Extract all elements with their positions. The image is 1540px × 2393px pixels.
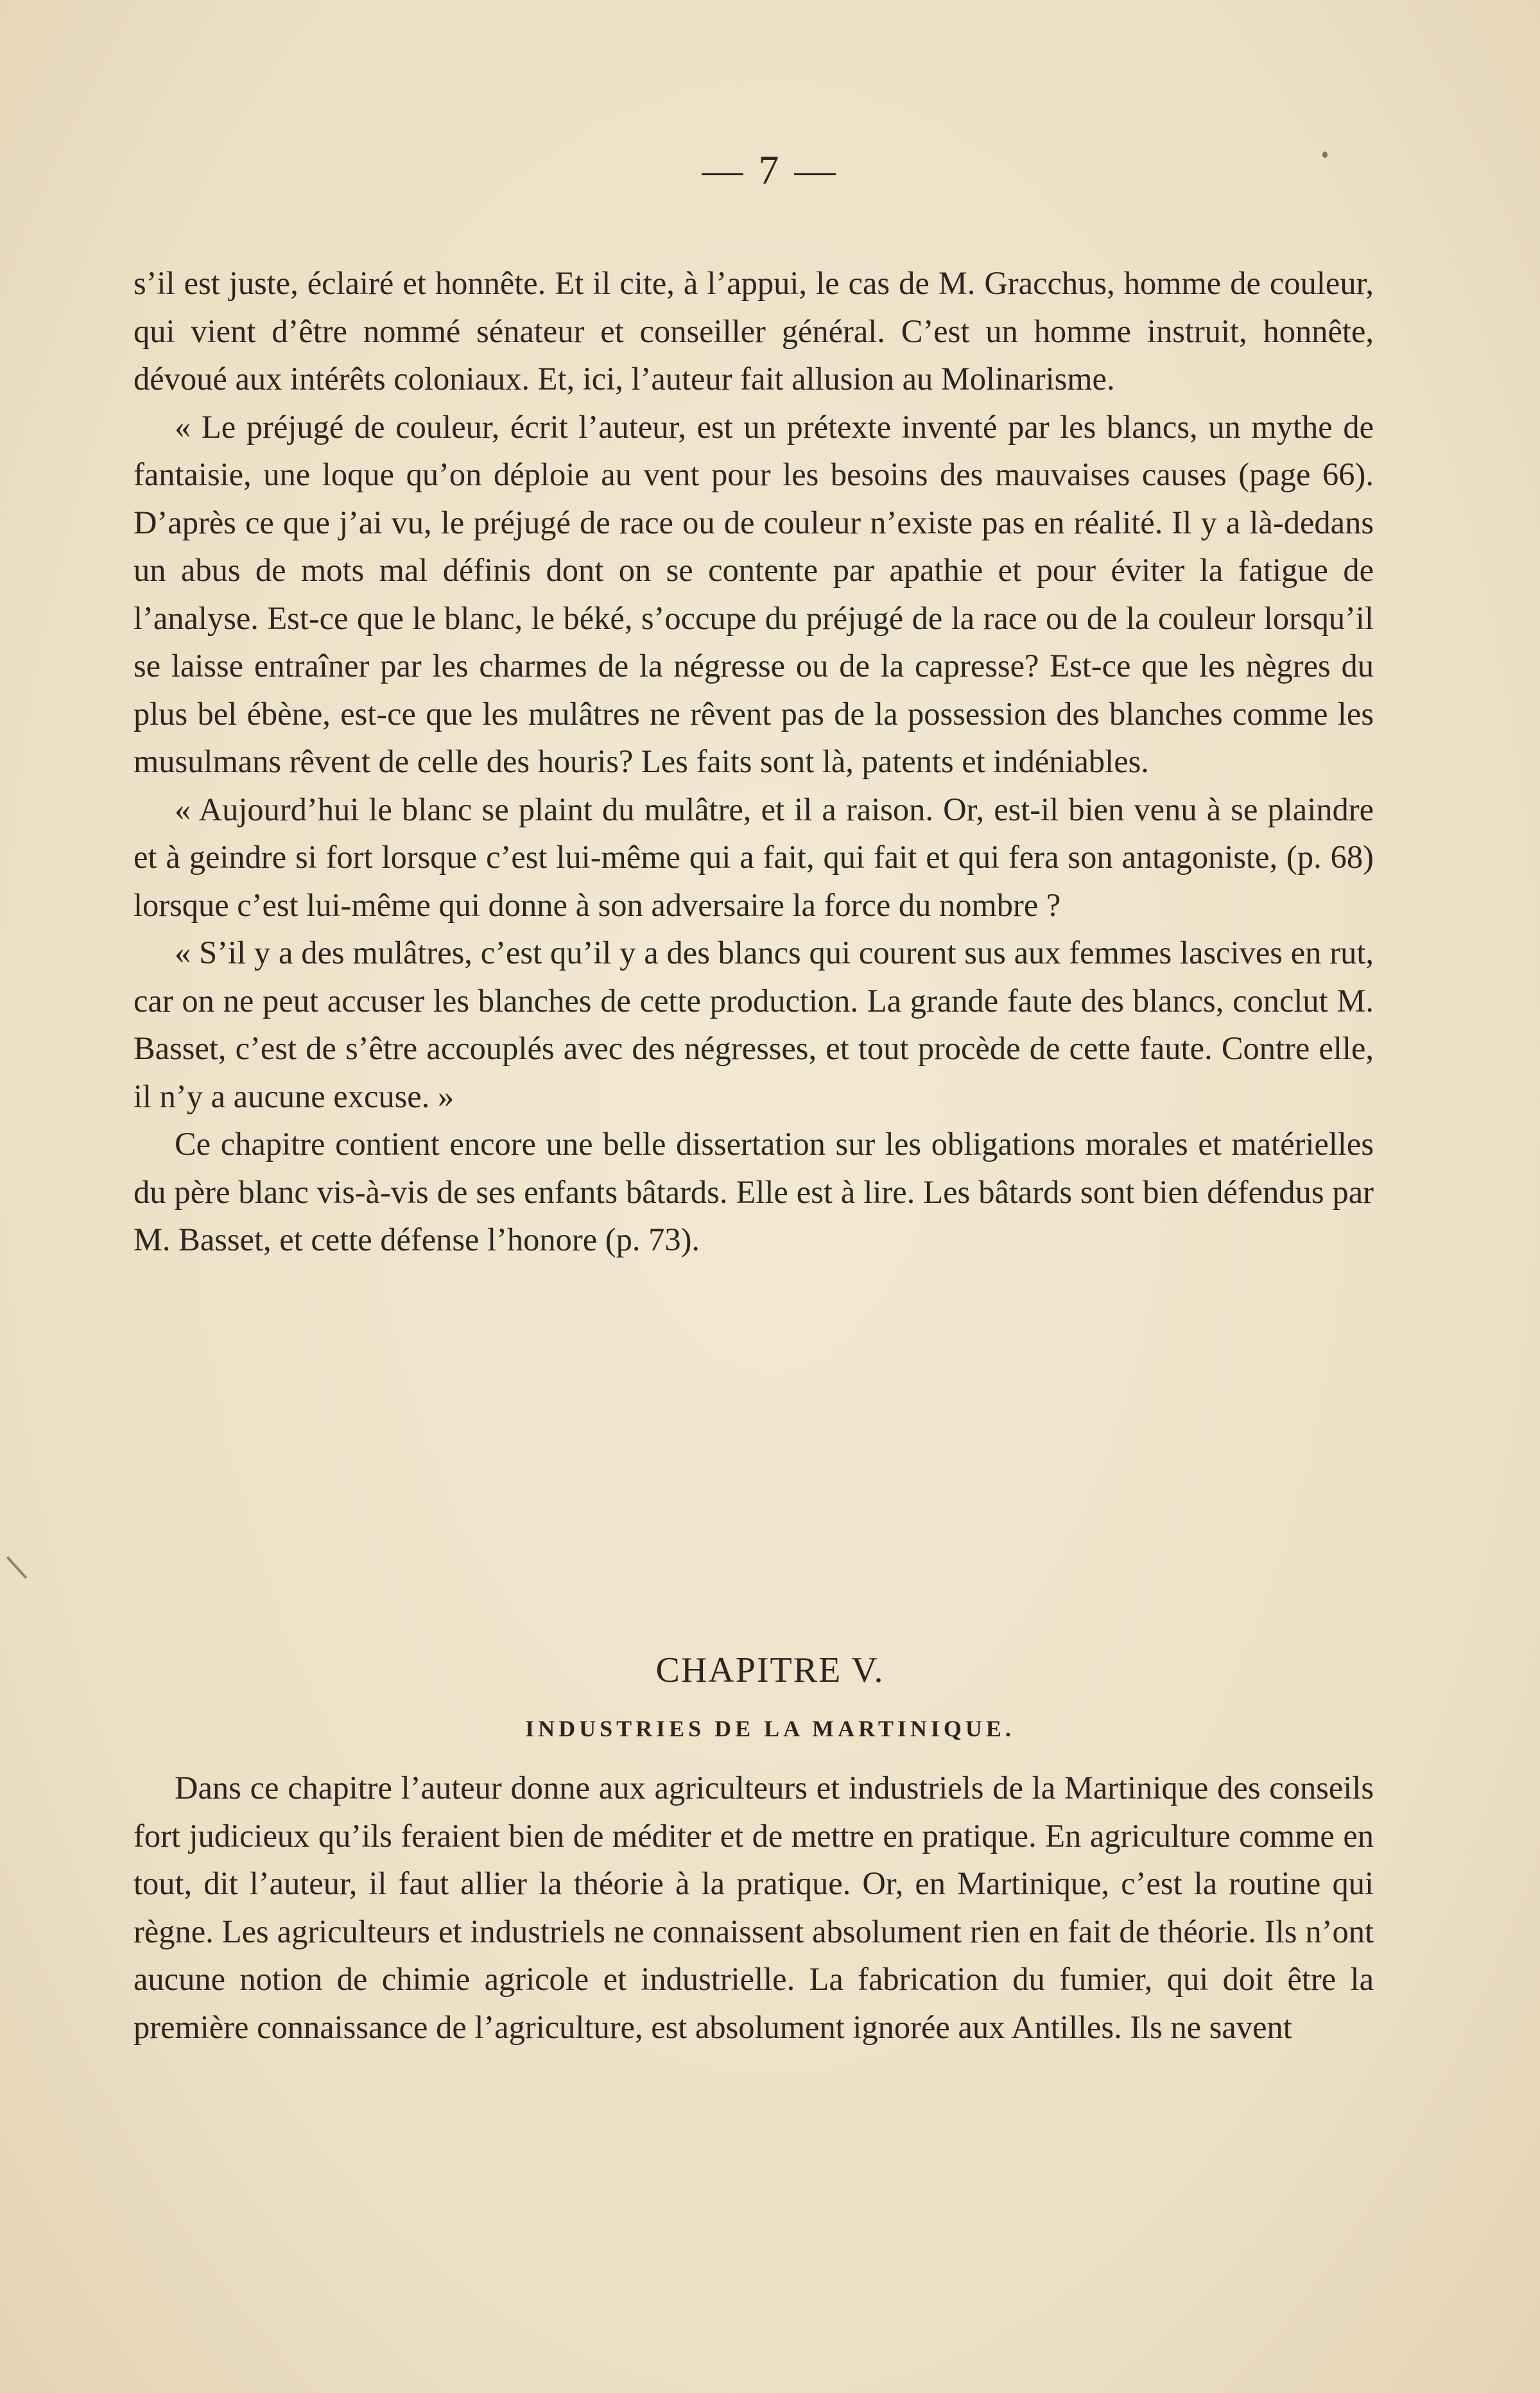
chapter-subtitle: INDUSTRIES DE LA MARTINIQUE. — [525, 1716, 1015, 1741]
paragraph: « Aujourd’hui le blanc se plaint du mulâtre, et il a raison. Or, est-il bien venu à se plaindre et à geindre si fort lorsque c’est lui-même qui a fait, qui fait et qui fera son antagoniste, (p. 68) lorsque c’est lui-même qui donne à son adversaire la force du nombre ? — [134, 791, 1374, 923]
body-text-section-1 — [134, 259, 1374, 1264]
body-text-section-2 — [134, 1764, 1374, 2051]
paragraph: « S’il y a des mulâtres, c’est qu’il y a des blancs qui courent sus aux femmes lascives en rut, car on ne peut accuser les blanches de cette production. La grande faute des blancs, conclut M. Basset, c’est de s’être accouplés avec des négresses, et tout procède de cette faute. Contre elle, il n’y a aucune excuse. » — [134, 935, 1374, 1114]
paragraph: s’il est juste, éclairé et honnête. Et il cite, à l’appui, le cas de M. Gracchus, homme de couleur, qui vient d’être nommé sénateur et conseiller général. C’est un homme instruit, honnête, dévoué aux intérêts coloniaux. Et, ici, l’auteur fait allusion au Molinarisme. — [134, 265, 1374, 397]
margin-mark — [6, 1556, 27, 1578]
paragraph: Ce chapitre contient encore une belle dissertation sur les obligations morales et matérielles du père blanc vis-à-vis de ses enfants bâtards. Elle est à lire. Les bâtards sont bien défendus par M. Basset, et cette défense l’honore (p. 73). — [134, 1126, 1374, 1257]
chapter-title: CHAPITRE V. — [655, 1650, 885, 1690]
paragraph: « Le préjugé de couleur, écrit l’auteur, est un prétexte inventé par les blancs, un mythe de fantaisie, une loque qu’on déploie au vent pour les besoins des mauvaises causes (page 66). D’après ce que j’ai vu, le préjugé de race ou de couleur n’existe pas en réalité. Il y a là-dedans un abus de mots mal définis dont on se contente par apathie et pour éviter la fatigue de l’analyse. Est-ce que le blanc, le béké, s’occupe du préjugé de la race ou de la couleur lorsqu’il se laisse entraîner par les charmes de la négresse ou de la capresse? Est-ce que les nègres du plus bel ébène, est-ce que les mulâtres ne rêvent pas de la possession des blanches comme les musulmans rêvent de celle des houris? Les faits sont là, patents et indéniables. — [134, 408, 1374, 779]
paragraph: Dans ce chapitre l’auteur donne aux agriculteurs et industriels de la Martinique des conseils fort judicieux qu’ils feraient bien de méditer et de mettre en pratique. En agriculture comme en tout, dit l’auteur, il faut allier la théorie à la pratique. Or, en Martinique, c’est la routine qui règne. Les agriculteurs et industriels ne connaissent absolument rien en fait de théorie. Ils n’ont aucune notion de chimie agricole et industrielle. La fabrication du fumier, qui doit être la première connaissance de l’agriculture, est absolument ignorée aux Antilles. Ils ne savent — [134, 1770, 1374, 2045]
page-number: — 7 — — [702, 147, 838, 193]
